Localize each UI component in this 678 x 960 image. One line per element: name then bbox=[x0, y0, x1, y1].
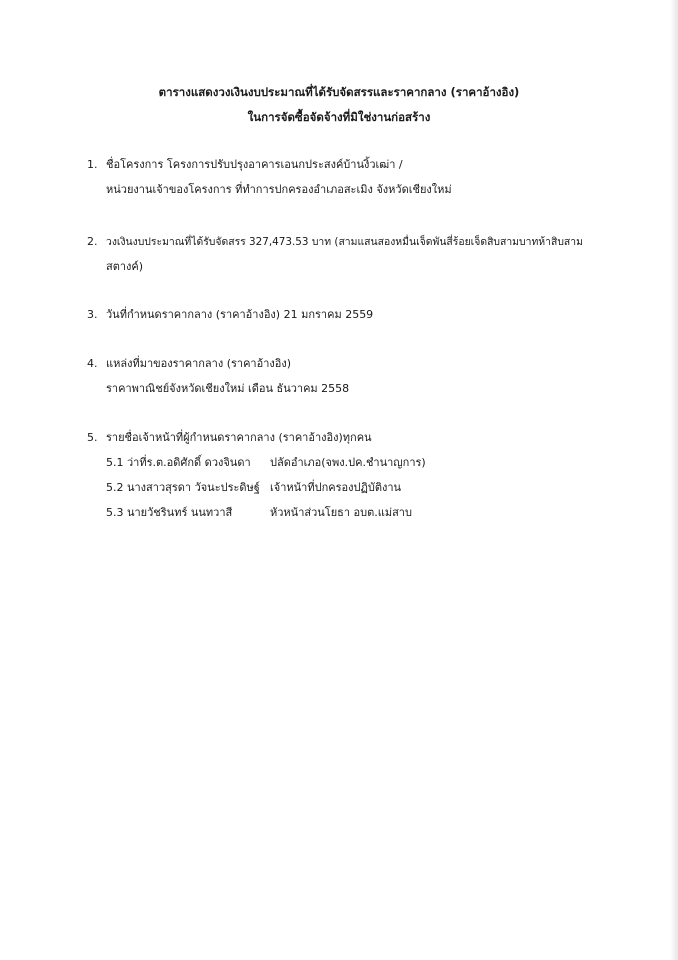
item-4-number: 4. bbox=[87, 357, 98, 370]
item-5-number: 5. bbox=[87, 431, 98, 444]
document-title-line1: ตารางแสดงวงเงินงบประมาณที่ได้รับจัดสรรและราคากลาง (ราคาอ้างอิง) bbox=[158, 85, 520, 99]
item-1-line-1: ชื่อโครงการ โครงการปรับปรุงอาคารเอนกประสงค์บ้านงิ้วเฒ่า / bbox=[106, 158, 403, 171]
item-2-number: 2. bbox=[87, 235, 98, 248]
official-2-position: เจ้าหน้าที่ปกครองปฏิบัติงาน bbox=[270, 481, 402, 494]
page-edge-shadow bbox=[670, 0, 678, 960]
official-3-position: หัวหน้าส่วนโยธา อบต.แม่สาบ bbox=[270, 506, 412, 519]
item-3-line-1: วันที่กำหนดราคากลาง (ราคาอ้างอิง) 21 มกราคม 2559 bbox=[106, 308, 374, 321]
item-4-line-1: แหล่งที่มาของราคากลาง (ราคาอ้างอิง) bbox=[106, 357, 292, 370]
item-3-number: 3. bbox=[87, 308, 98, 321]
item-1-line-2: หน่วยงานเจ้าของโครงการ ที่ทำการปกครองอำเภอสะเมิง จังหวัดเชียงใหม่ bbox=[106, 183, 452, 196]
item-4-line-2: ราคาพาณิชย์จังหวัดเชียงใหม่ เดือน ธันวาคม 2558 bbox=[106, 382, 350, 395]
official-2-name: 5.2 นางสาวสุรดา วัจนะประดิษฐ์ bbox=[106, 481, 260, 494]
item-2-line-1: วงเงินงบประมาณที่ได้รับจัดสรร 327,473.53 บาท (สามแสนสองหมื่นเจ็ดพันสี่ร้อยเจ็ดสิบสามบาทห้าสิบสาม bbox=[106, 236, 583, 248]
document-title-line2: ในการจัดซื้อจัดจ้างที่มิใช่งานก่อสร้าง bbox=[247, 110, 431, 124]
official-3-name: 5.3 นายวัชรินทร์ นนทวาสี bbox=[106, 506, 233, 519]
item-1-number: 1. bbox=[87, 158, 98, 171]
item-2-line-2: สตางค์) bbox=[106, 260, 144, 273]
item-5-line-1: รายชื่อเจ้าหน้าที่ผู้กำหนดราคากลาง (ราคาอ้างอิง)ทุกคน bbox=[106, 431, 372, 444]
official-1-position: ปลัดอำเภอ(จพง.ปค.ชำนาญการ) bbox=[270, 456, 426, 469]
official-1-name: 5.1 ว่าที่ร.ต.อดิศักดิ์ ดวงจินดา bbox=[106, 456, 251, 469]
